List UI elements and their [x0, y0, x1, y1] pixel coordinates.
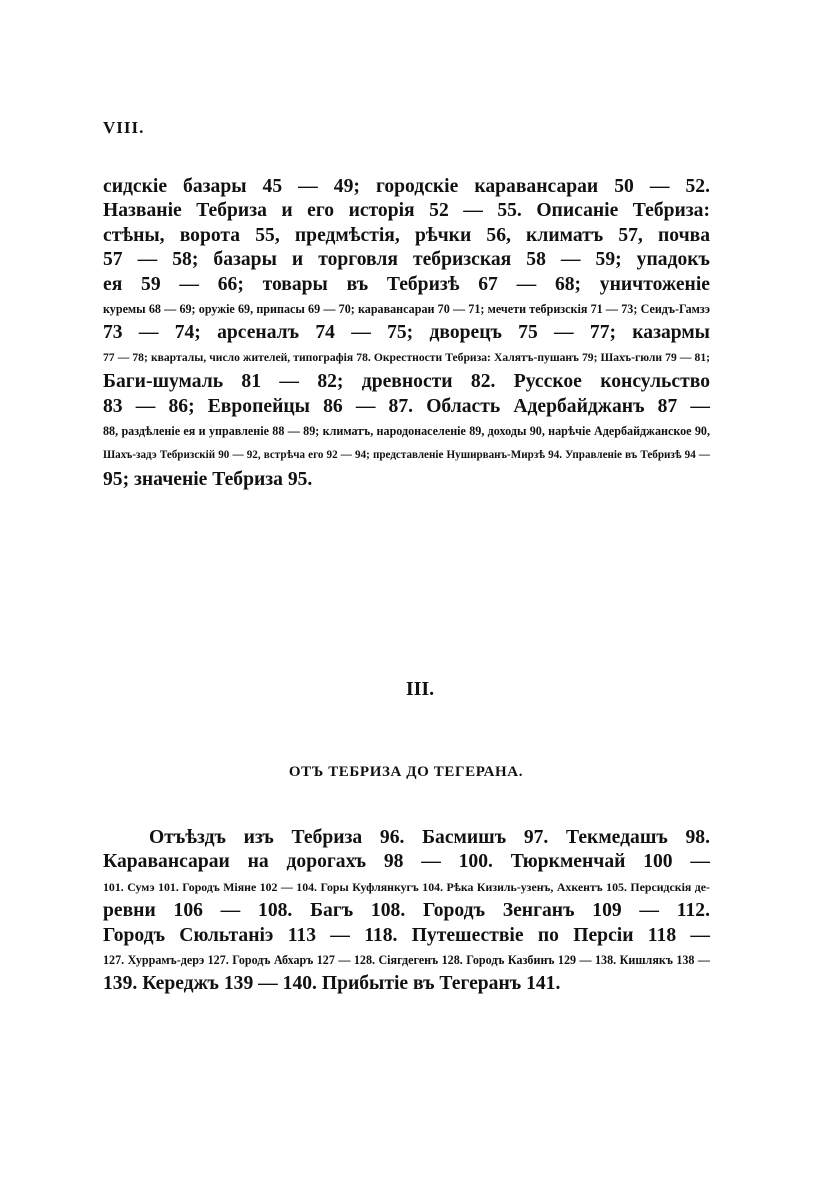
paragraph-line: 57 — 58; базары и торговля тебризская 58 — 59; упадокъ: [103, 249, 710, 271]
paragraph-line: 77 — 78; кварталы, число жителей, типографія 78. Окрестности Тебриза: Халятъ-пушанъ 79; Шахъ-гюли 79 — 81;: [103, 350, 710, 364]
paragraph-line: стѣны, ворота 55, предмѣстія, рѣчки 56, климатъ 57, почва: [103, 224, 710, 246]
paragraph-line: 73 — 74; арсеналъ 74 — 75; дворецъ 75 — 77; казармы: [103, 322, 710, 344]
paragraph-line: Каравансараи на дорогахъ 98 — 100. Тюркменчай 100 —: [103, 851, 710, 873]
section-numeral: III.: [405, 678, 435, 700]
paragraph-line: ея 59 — 66; товары въ Тебризѣ 67 — 68; уничтоженіе: [103, 273, 710, 295]
paragraph-line: 127. Хуррамъ-дерэ 127. Городъ Абхаръ 127 — 128. Сіягдегенъ 128. Городъ Казбинъ 129 — 138. Кишлякъ 138 —: [103, 952, 710, 967]
paragraph-line: 95; значеніе Тебриза 95.: [103, 468, 313, 490]
paragraph-line: ревни 106 — 108. Багъ 108. Городъ Зенганъ 109 — 112.: [103, 900, 710, 922]
paragraph-line: 83 — 86; Европейцы 86 — 87. Область Адербайджанъ 87 —: [103, 395, 710, 417]
page-number: VIII.: [103, 118, 145, 137]
paragraph-line: сидскіе базары 45 — 49; городскіе каравансараи 50 — 52.: [103, 176, 710, 197]
paragraph-line: 88, раздѣленіе ея и управленіе 88 — 89; климатъ, народонаселеніе 89, доходы 90, нарѣчіе Адербайджанское 90,: [103, 423, 710, 438]
paragraph-line: Шахъ-задэ Тебризскій 90 — 92, встрѣча его 92 — 94; представленіе Нуширванъ-Мирзѣ 94. Управленіе въ Тебризѣ 94 —: [103, 449, 710, 462]
section-title: ОТЪ ТЕБРИЗА ДО ТЕГЕРАНА.: [288, 764, 524, 780]
table-of-contents-paragraph: [103, 175, 710, 492]
paragraph-line: Городъ Сюльтаніэ 113 — 118. Путешествіе по Персіи 118 —: [103, 924, 710, 946]
paragraph-line: Названіе Тебриза и его исторія 52 — 55. Описаніе Тебриза:: [103, 200, 710, 222]
paragraph-line: Отъѣздъ изъ Тебриза 96. Басмишъ 97. Текмедашъ 98.: [149, 827, 710, 848]
paragraph-line: Баги-шумаль 81 — 82; древности 82. Русское консульство: [103, 371, 710, 393]
paragraph-line: куремы 68 — 69; оружіе 69, припасы 69 — 70; каравансараи 70 — 71; мечети тебризскія 71 — 73; Сеидъ-Гамзэ: [103, 301, 710, 316]
paragraph-line: 139. Кереджъ 139 — 140. Прибытіе въ Тегеранъ 141.: [103, 973, 561, 995]
table-of-contents-paragraph: [103, 826, 710, 997]
paragraph-line: 101. Сумэ 101. Городъ Міяне 102 — 104. Горы Куфлянкугъ 104. Рѣка Кизиль-узенъ, Ахкентъ 105. Персидскія де-: [103, 879, 710, 894]
